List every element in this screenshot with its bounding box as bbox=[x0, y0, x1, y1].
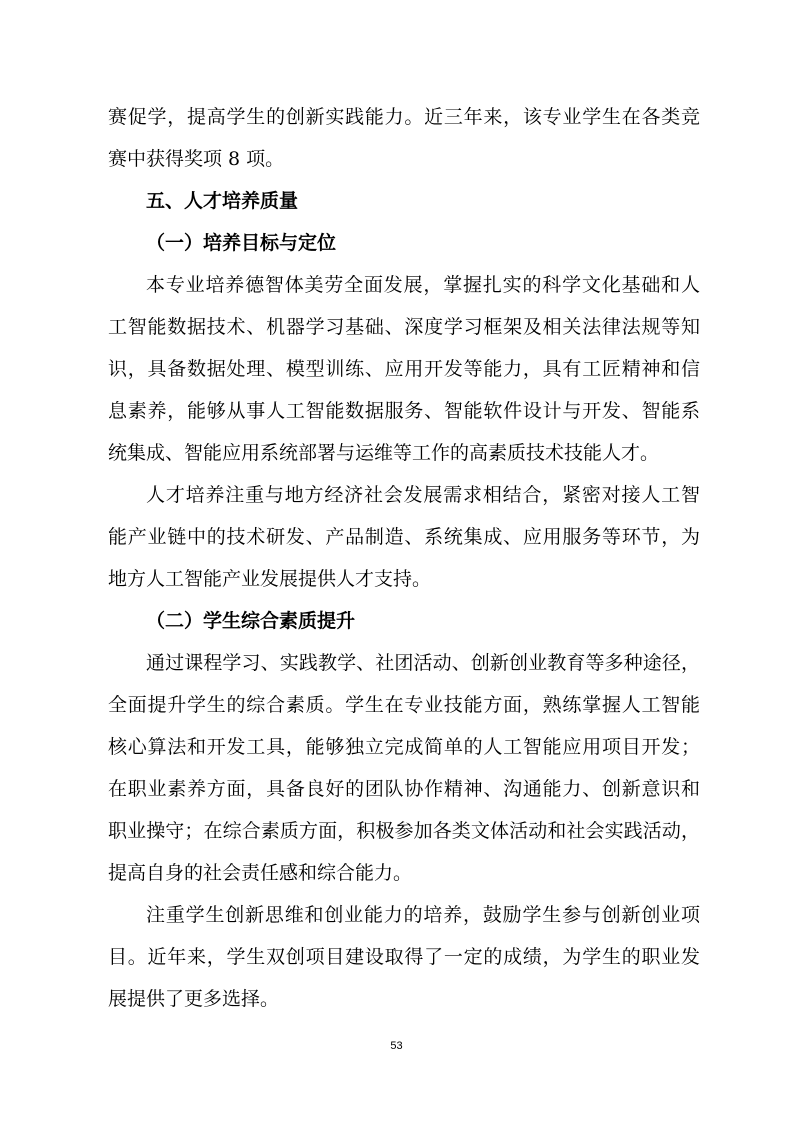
page-number: 53 bbox=[390, 1040, 403, 1052]
paragraph-line: 能产业链中的技术研发、产品制造、系统集成、应用服务等环节，为 bbox=[108, 526, 700, 548]
paragraph-line: 通过课程学习、实践教学、社团活动、创新创业教育等多种途径， bbox=[146, 652, 700, 674]
paragraph-line: 核心算法和开发工具，能够独立完成简单的人工智能应用项目开发； bbox=[108, 736, 700, 758]
intro-line-2: 赛中获得奖项 8 项。 bbox=[108, 148, 285, 170]
paragraph-line: 地方人工智能产业发展提供人才支持。 bbox=[108, 568, 432, 590]
paragraph-line: 息素养，能够从事人工智能数据服务、智能软件设计与开发、智能系 bbox=[108, 400, 700, 422]
paragraph-line: 识，具备数据处理、模型训练、应用开发等能力，具有工匠精神和信 bbox=[108, 358, 700, 380]
paragraph-line: 注重学生创新思维和创业能力的培养，鼓励学生参与创新创业项 bbox=[146, 904, 700, 926]
paragraph-line: 本专业培养德智体美劳全面发展，掌握扎实的科学文化基础和人 bbox=[146, 274, 700, 296]
subsection-heading-2: （二）学生综合素质提升 bbox=[146, 610, 356, 632]
paragraph-line: 全面提升学生的综合素质。学生在专业技能方面，熟练掌握人工智能 bbox=[108, 694, 700, 716]
paragraph-line: 展提供了更多选择。 bbox=[108, 988, 280, 1010]
subsection-heading-1: （一）培养目标与定位 bbox=[146, 232, 337, 254]
paragraph-line: 提高自身的社会责任感和综合能力。 bbox=[108, 862, 413, 884]
paragraph-line: 统集成、智能应用系统部署与运维等工作的高素质技术技能人才。 bbox=[108, 442, 660, 464]
paragraph-line: 职业操守；在综合素质方面，积极参加各类文体活动和社会实践活动， bbox=[108, 820, 700, 842]
paragraph-line: 目。近年来，学生双创项目建设取得了一定的成绩，为学生的职业发 bbox=[108, 946, 700, 968]
intro-line-1: 赛促学，提高学生的创新实践能力。近三年来，该专业学生在各类竞 bbox=[108, 106, 700, 128]
paragraph-line: 在职业素养方面，具备良好的团队协作精神、沟通能力、创新意识和 bbox=[108, 778, 700, 800]
section-heading: 五、人才培养质量 bbox=[146, 190, 299, 212]
paragraph-line: 工智能数据技术、机器学习基础、深度学习框架及相关法律法规等知 bbox=[108, 316, 700, 338]
paragraph-line: 人才培养注重与地方经济社会发展需求相结合，紧密对接人工智 bbox=[146, 484, 700, 506]
